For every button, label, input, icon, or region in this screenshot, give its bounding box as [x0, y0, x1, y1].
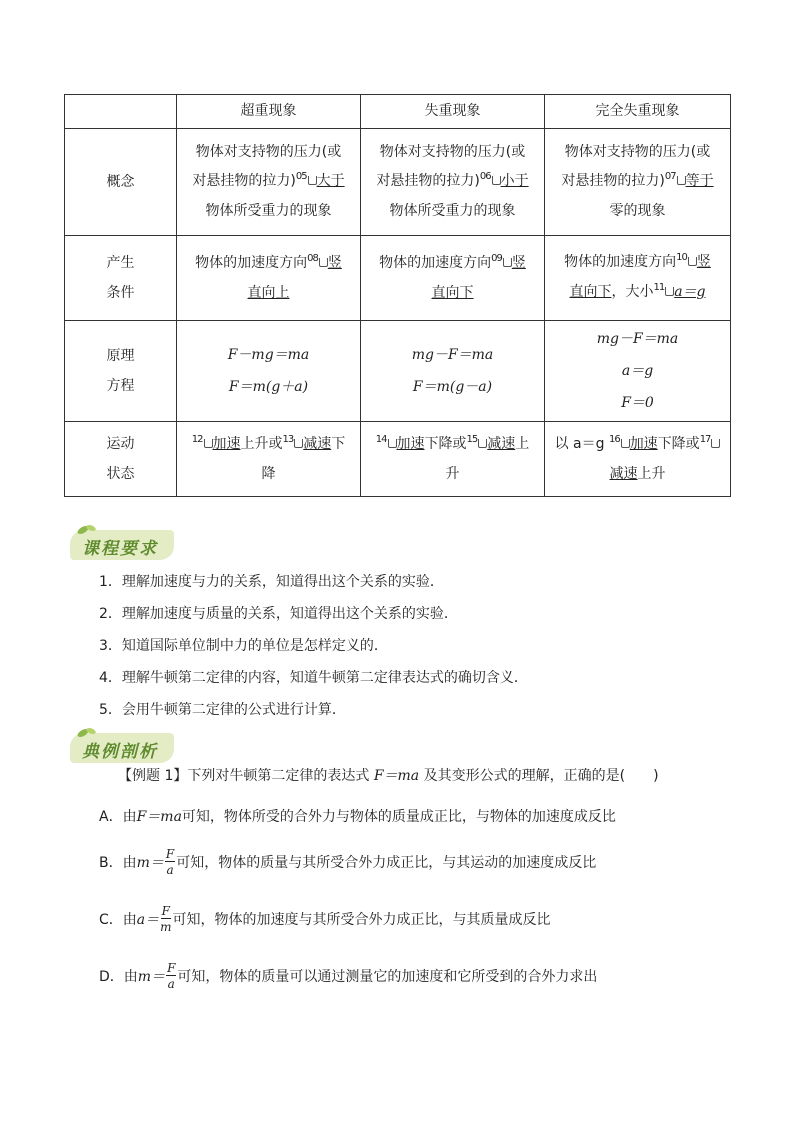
equation: F＝0 — [621, 395, 654, 411]
cell-text: 下降或 — [657, 435, 700, 452]
label-line: 运动 — [106, 436, 135, 452]
blank-marker: 09 — [491, 253, 512, 264]
cell-text: 物体所受重力的现象 — [205, 203, 332, 219]
option-b[interactable] — [99, 848, 596, 876]
fraction — [165, 848, 175, 876]
answer-text: 竖 — [511, 254, 526, 271]
cell-condition-overweight — [177, 236, 361, 321]
option-text: 可知，物体的质量与其所受合外力成正比，与其运动的加速度成反比 — [176, 855, 597, 871]
fraction-numerator: F — [161, 904, 170, 918]
cell-text: 零的现象 — [609, 203, 666, 219]
row-label-condition — [65, 236, 177, 321]
fraction-denominator: m — [160, 920, 172, 934]
label-line: 原理 — [106, 348, 135, 364]
cell-condition-complete — [545, 236, 731, 321]
cell-motion-overweight — [177, 422, 361, 497]
option-lhs: a＝ — [136, 912, 160, 928]
equation: a＝g — [621, 363, 654, 379]
example-analysis-banner — [70, 731, 174, 763]
answer-text: 大于 — [316, 173, 345, 189]
answer-text: 减速 — [609, 465, 638, 482]
cell-text: 物体的加速度方向 — [564, 254, 677, 270]
cell-text: 降 — [261, 465, 276, 482]
blank-marker: 11 — [653, 282, 674, 293]
table-row-motion — [65, 422, 731, 497]
cell-concept-overweight — [177, 129, 361, 236]
banner-title: 典例剖析 — [82, 742, 158, 762]
fraction-denominator: a — [166, 863, 174, 877]
blank-marker: 07 — [665, 171, 686, 182]
blank-marker: 16 — [609, 434, 630, 445]
row-label-concept: 概念 — [65, 129, 177, 236]
weight-phenomena-table — [64, 94, 731, 497]
blank-marker: 13 — [283, 434, 304, 445]
equation: F＝m(g＋a) — [228, 379, 309, 395]
cell-equation-weightless — [361, 321, 545, 422]
option-prefix: A．由 — [99, 809, 137, 825]
cell-text: 物体对支持物的压力(或 — [564, 144, 711, 160]
list-item: 5．会用牛顿第二定律的公式进行计算． — [99, 702, 346, 718]
answer-text: 竖 — [327, 254, 342, 271]
cell-concept-complete — [545, 129, 731, 236]
question-title — [118, 765, 659, 785]
table-row-equation — [65, 321, 731, 422]
option-prefix: B．由 — [99, 855, 137, 871]
cell-equation-complete — [545, 321, 731, 422]
answer-text: 等于 — [685, 173, 714, 189]
header-empty — [65, 95, 177, 129]
option-prefix: D．由 — [99, 969, 138, 985]
cell-text: 上升或 — [240, 435, 283, 452]
cell-condition-weightless — [361, 236, 545, 321]
blank-marker: 06 — [480, 171, 501, 182]
course-requirements-banner — [70, 528, 174, 560]
table-row-concept — [65, 129, 731, 236]
table-row-condition — [65, 236, 731, 321]
list-item: 4．理解牛顿第二定律的内容，知道牛顿第二定律表达式的确切含义． — [99, 670, 528, 686]
cell-motion-weightless — [361, 422, 545, 497]
answer-formula: a＝g — [674, 284, 706, 300]
question-suffix: 及其变形公式的理解，正确的是( ) — [419, 768, 659, 784]
fraction — [166, 962, 176, 990]
cell-text: 上升 — [637, 465, 666, 482]
list-item: 2．理解加速度与质量的关系，知道得出这个关系的实验． — [99, 606, 458, 622]
option-text: 可知，物体的加速度与其所受合外力成正比，与其质量成反比 — [172, 912, 551, 928]
label-line: 方程 — [106, 378, 135, 394]
blank-marker: 15 — [467, 434, 488, 445]
option-a[interactable] — [99, 806, 616, 826]
answer-text: 加速 — [212, 435, 241, 452]
cell-text: 升 — [445, 465, 460, 482]
fraction-numerator: F — [167, 961, 176, 975]
cell-text: 物体的加速度方向 — [379, 254, 492, 271]
blank-marker: 17 — [700, 434, 721, 445]
option-lhs: m＝ — [136, 855, 164, 871]
cell-text: 物体对支持物的压力(或 — [379, 144, 526, 160]
label-line: 产生 — [106, 255, 135, 271]
answer-text: 减速 — [303, 435, 332, 452]
question-formula: F＝ma — [373, 768, 420, 784]
option-c[interactable] — [99, 905, 551, 933]
cell-text: 物体的加速度方向 — [195, 254, 308, 271]
cell-text: 以 a＝g — [554, 435, 609, 452]
fraction-numerator: F — [165, 847, 175, 861]
cell-concept-weightless — [361, 129, 545, 236]
answer-text: 竖 — [696, 254, 711, 270]
cell-text: 物体所受重力的现象 — [389, 203, 516, 219]
answer-text: 直向下 — [569, 284, 612, 300]
row-label-motion — [65, 422, 177, 497]
header-overweight: 超重现象 — [177, 95, 361, 129]
cell-text: 下 — [331, 435, 346, 452]
cell-text: 物体对支持物的压力(或 — [195, 144, 342, 160]
list-item: 3．知道国际单位制中力的单位是怎样定义的． — [99, 638, 388, 654]
row-label-equation — [65, 321, 177, 422]
option-prefix: C．由 — [99, 912, 137, 928]
answer-text: 加速 — [629, 435, 658, 452]
option-text: 可知，物体的质量可以通过测量它的加速度和它所受到的合外力求出 — [177, 969, 598, 985]
answer-text: 加速 — [396, 435, 425, 452]
cell-text: 上 — [515, 435, 530, 452]
cell-text: ，大小 — [611, 284, 654, 300]
header-complete-weightless: 完全失重现象 — [545, 95, 731, 129]
banner-title: 课程要求 — [82, 539, 158, 559]
table-header-row — [65, 95, 731, 129]
equation: mg－F＝ma — [411, 347, 494, 363]
equation: F－mg＝ma — [227, 347, 310, 363]
question-prefix: 【例题 1】下列对牛顿第二定律的表达式 — [118, 768, 374, 784]
blank-marker: 08 — [307, 253, 328, 264]
blank-marker: 05 — [296, 171, 317, 182]
answer-text: 直向上 — [247, 284, 290, 301]
cell-text: 对悬挂物的拉力) — [376, 173, 480, 189]
label-line: 状态 — [106, 466, 135, 482]
option-formula: F＝ma — [136, 809, 182, 825]
cell-text: 下降或 — [424, 435, 467, 452]
cell-text: 对悬挂物的拉力) — [561, 173, 665, 189]
fraction — [160, 905, 171, 933]
answer-text: 减速 — [487, 435, 516, 452]
equation: mg－F＝ma — [596, 331, 679, 347]
blank-marker: 14 — [376, 434, 397, 445]
blank-marker: 10 — [676, 252, 697, 263]
cell-equation-overweight — [177, 321, 361, 422]
option-lhs: m＝ — [137, 969, 166, 985]
answer-text: 小于 — [500, 173, 529, 189]
option-text: 可知，物体所受的合外力与物体的质量成正比，与物体的加速度成反比 — [181, 809, 616, 825]
option-d[interactable] — [99, 962, 597, 990]
header-weightless: 失重现象 — [361, 95, 545, 129]
label-line: 条件 — [106, 285, 135, 301]
cell-text: 对悬挂物的拉力) — [192, 173, 296, 189]
answer-text: 直向下 — [431, 284, 474, 301]
blank-marker: 12 — [192, 434, 213, 445]
cell-motion-complete — [545, 422, 731, 497]
equation: F＝m(g－a) — [412, 379, 493, 395]
fraction-denominator: a — [167, 977, 175, 991]
list-item: 1．理解加速度与力的关系，知道得出这个关系的实验． — [99, 574, 444, 590]
